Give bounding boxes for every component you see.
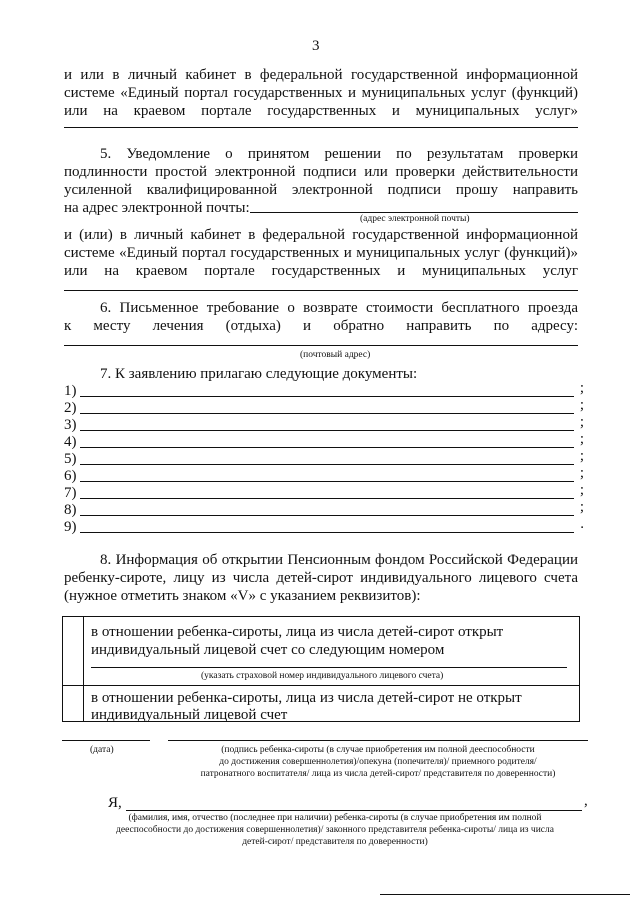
email-input-line[interactable] bbox=[250, 212, 578, 213]
option-not-opened-line-1: в отношении ребенка-сироты, лица из числа детей-сирот не открыт bbox=[91, 690, 522, 706]
section6-line-2: к месту лечения (отдыха) и обратно направить по адресу: bbox=[64, 318, 578, 334]
document-row-end: ; bbox=[579, 499, 584, 515]
document-row-number: 1) bbox=[64, 383, 77, 399]
consent-end: , bbox=[584, 793, 588, 809]
consent-caption-line-1: (фамилия, имя, отчество (последнее при наличии) ребенка-сироты (в случае приобретения им полной bbox=[128, 813, 542, 823]
document-row-9[interactable] bbox=[64, 516, 584, 535]
signature-caption-line-3: патронатного воспитателя/ лица из числа детей-сирот/ представителя по доверенности) bbox=[200, 769, 556, 779]
section5-fill-line[interactable] bbox=[64, 290, 578, 291]
document-row-number: 7) bbox=[64, 485, 77, 501]
section6-line-1: 6. Письменное требование о возврате стоимости бесплатного проезда bbox=[100, 300, 578, 316]
section5-after-line-2: системе «Единый портал государственных и муниципальных услуг (функций)» bbox=[64, 245, 578, 261]
section8-line-1: 8. Информация об открытии Пенсионным фондом Российской Федерации bbox=[100, 552, 578, 568]
page-number: 3 bbox=[312, 38, 320, 54]
document-row-1[interactable] bbox=[64, 380, 584, 399]
document-row-4[interactable] bbox=[64, 431, 584, 450]
top-para-line-1: и или в личный кабинет в федеральной государственной информационной bbox=[64, 67, 578, 83]
document-row-end: ; bbox=[579, 414, 584, 430]
consent-start: Я, bbox=[108, 795, 122, 811]
section5-line-2: подлинности простой электронной подписи или проверки действительности bbox=[64, 164, 578, 180]
consent-name-input-line[interactable] bbox=[126, 810, 582, 811]
signature-caption-line-1: (подпись ребенка-сироты (в случае приобретения им полной дееспособности bbox=[221, 745, 535, 755]
account-number-caption: (указать страховой номер индивидуального лицевого счета) bbox=[201, 671, 444, 681]
consent-caption-line-2: дееспособности до достижения совершеннолетия)/ законного представителя ребенка-сироты/ лица из числа bbox=[116, 825, 554, 835]
date-input-line[interactable] bbox=[62, 740, 150, 741]
section7-heading: 7. К заявлению прилагаю следующие документы: bbox=[100, 366, 418, 382]
document-row-number: 2) bbox=[64, 400, 77, 416]
section8-line-2: ребенку-сироте, лицу из числа детей-сирот индивидуального лицевого счета bbox=[64, 570, 578, 586]
document-row-8[interactable] bbox=[64, 499, 584, 518]
signature-caption-line-2: до достижения совершеннолетия)/опекуна (попечителя)/ приемного родителя/ bbox=[219, 757, 537, 767]
document-row-3[interactable] bbox=[64, 414, 584, 433]
document-row-number: 8) bbox=[64, 502, 77, 518]
postal-address-line[interactable] bbox=[64, 345, 578, 346]
signature-input-line[interactable] bbox=[168, 740, 588, 741]
top-para-fill-line[interactable] bbox=[64, 127, 578, 128]
section5-line-3: усиленной квалифицированной электронной подписи прошу направить bbox=[64, 182, 578, 198]
document-row-2[interactable] bbox=[64, 397, 584, 416]
checkbox-account-opened[interactable] bbox=[63, 617, 83, 685]
document-row-number: 3) bbox=[64, 417, 77, 433]
document-row-end: ; bbox=[579, 397, 584, 413]
option-opened-line-1: в отношении ребенка-сироты, лица из числа детей-сирот открыт bbox=[91, 624, 504, 640]
document-row-end: . bbox=[580, 516, 584, 532]
document-row-7[interactable] bbox=[64, 482, 584, 501]
document-row-number: 6) bbox=[64, 468, 77, 484]
bottom-fill-line[interactable] bbox=[380, 894, 630, 895]
document-row-end: ; bbox=[579, 482, 584, 498]
consent-caption-line-3: детей-сирот/ представителя по доверенности) bbox=[242, 837, 428, 847]
top-para-line-2: системе «Единый портал государственных и муниципальных услуг (функций) bbox=[64, 85, 578, 101]
document-row-number: 9) bbox=[64, 519, 77, 535]
document-row-end: ; bbox=[579, 448, 584, 464]
account-options-table bbox=[62, 616, 580, 722]
checkbox-account-not-opened[interactable] bbox=[63, 686, 83, 721]
section5-after-line-1: и (или) в личный кабинет в федеральной государственной информационной bbox=[64, 227, 578, 243]
date-caption: (дата) bbox=[90, 745, 114, 755]
document-row-6[interactable] bbox=[64, 465, 584, 484]
account-number-input-line[interactable] bbox=[91, 667, 567, 668]
document-row-end: ; bbox=[579, 380, 584, 396]
document-row-end: ; bbox=[579, 465, 584, 481]
top-para-line-3: или на краевом портале государственных и муниципальных услуг» bbox=[64, 103, 578, 119]
section5-after-line-3: или на краевом портале государственных и муниципальных услуг bbox=[64, 263, 578, 279]
option-not-opened-line-2: индивидуальный лицевой счет bbox=[91, 707, 288, 723]
document-row-end: ; bbox=[579, 431, 584, 447]
email-caption: (адрес электронной почты) bbox=[360, 214, 470, 224]
document-row-5[interactable] bbox=[64, 448, 584, 467]
option-opened-line-2: индивидуальный лицевой счет со следующим номером bbox=[91, 642, 445, 658]
section5-line-1: 5. Уведомление о принятом решении по результатам проверки bbox=[100, 146, 578, 162]
postal-address-caption: (почтовый адрес) bbox=[300, 350, 371, 360]
document-row-number: 5) bbox=[64, 451, 77, 467]
email-label: на адрес электронной почты: bbox=[64, 200, 250, 216]
document-row-number: 4) bbox=[64, 434, 77, 450]
section8-line-3: (нужное отметить знаком «V» с указанием реквизитов): bbox=[64, 588, 421, 604]
